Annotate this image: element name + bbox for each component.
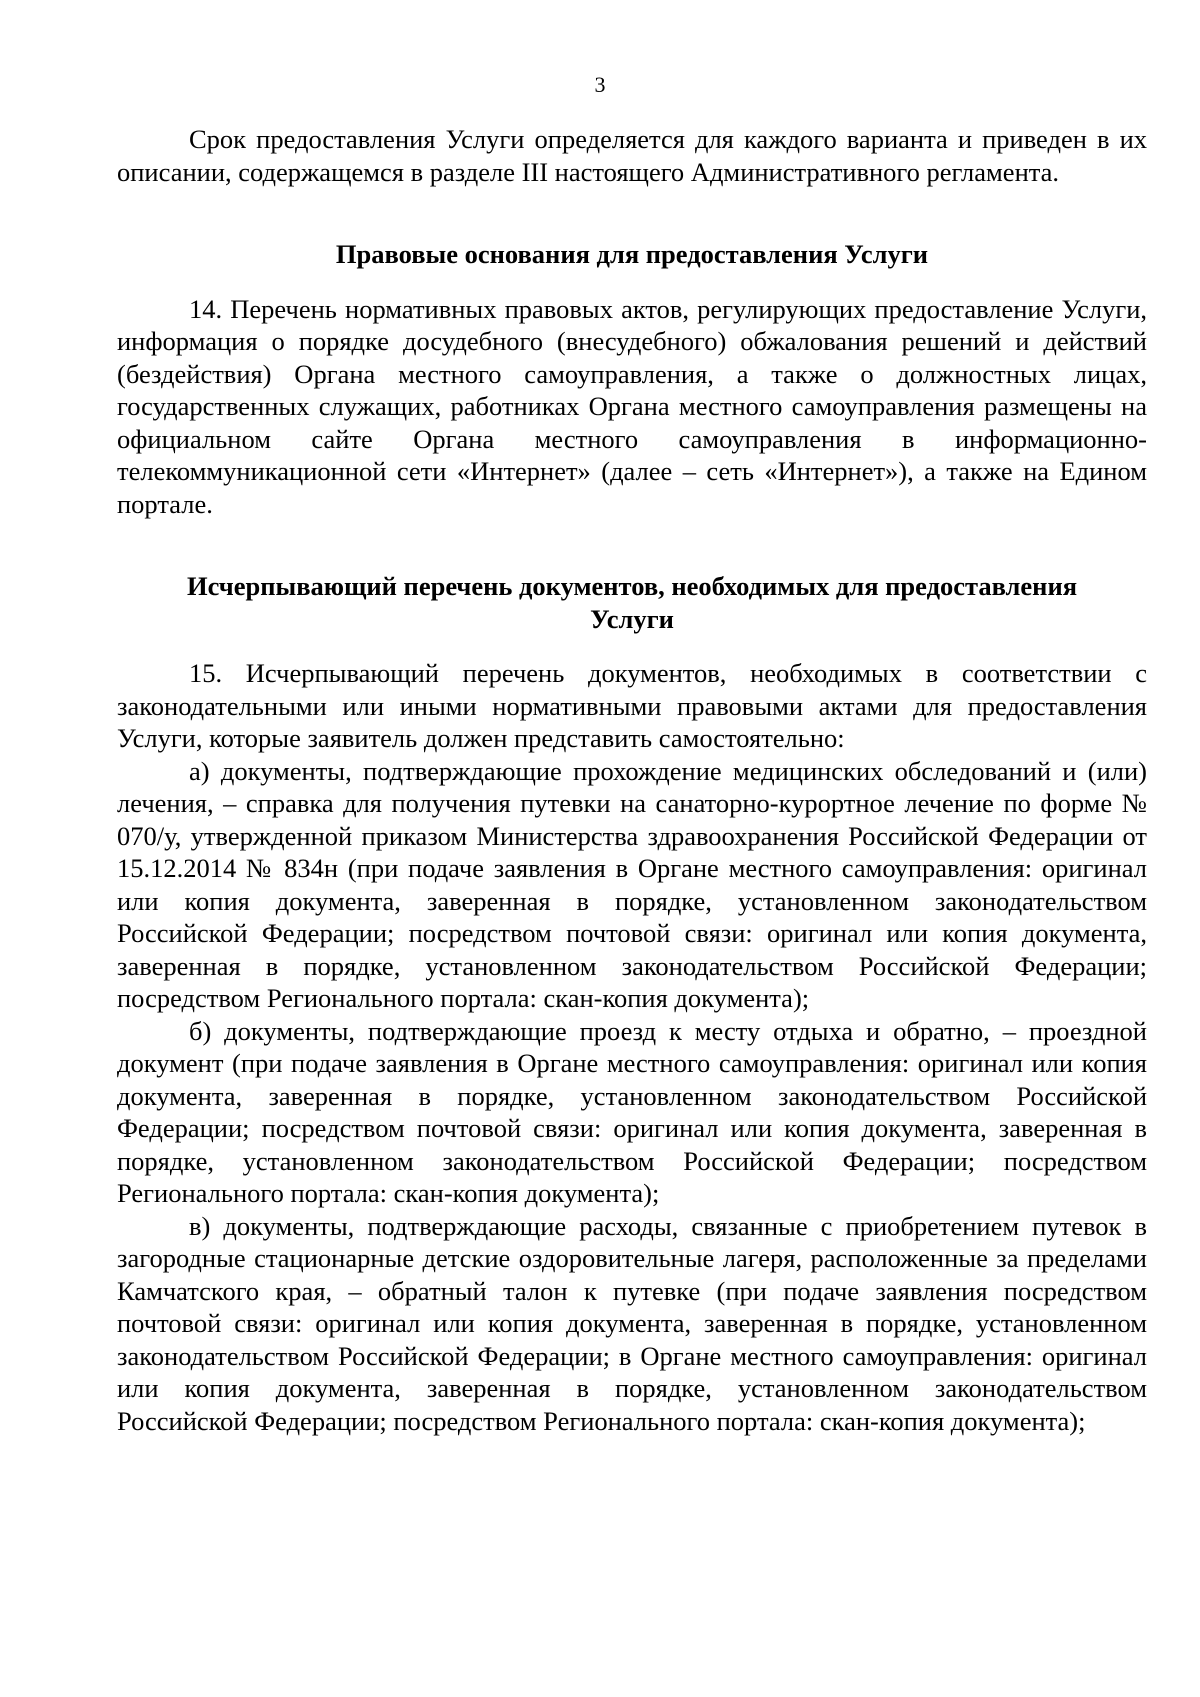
section-heading-documents-line2: Услуги <box>590 603 674 634</box>
paragraph-14: 14. Перечень нормативных правовых актов, регулирующих предоставление Услуги, информация о порядке досудебного (внесудебного) обжалования решений и действий (бездействия) Органа местного самоуправления, а также о должностных лицах, государственных служащих, работниках Органа местного самоуправления размещены на официальном сайте Органа местного самоуправления в информационно-телекоммуникационной сети «Интернет» (далее – сеть «Интернет»), а также на Едином портале. <box>117 293 1147 519</box>
list-item-a: а) документы, подтверждающие прохождение медицинских обследований и (или) лечения, – справка для получения путевки на санаторно-курортное лечение по форме № 070/у, утвержденной приказом Министерства здравоохранения Российской Федерации от 15.12.2014 № 834н (при подаче заявления в Органе местного самоуправления: оригинал или копия документа, заверенная в порядке, установленном законодательством Российской Федерации; посредством почтовой связи: оригинал или копия документа, заверенная в порядке, установленном законодательством Российской Федерации; посредством Регионального портала: скан-копия документа); <box>117 755 1147 1013</box>
list-item-v: в) документы, подтверждающие расходы, связанные с приобретением путевок в загородные стационарные детские оздоровительные лагеря, расположенные за пределами Камчатского края, – обратный талон к путевке (при подаче заявления посредством почтовой связи: оригинал или копия документа, заверенная в порядке, установленном законодательством Российской Федерации; в Органе местного самоуправления: оригинал или копия документа, заверенная в порядке, установленном законодательством Российской Федерации; посредством Регионального портала: скан-копия документа); <box>117 1210 1147 1436</box>
paragraph-15: 15. Исчерпывающий перечень документов, необходимых в соответствии с законодательными или иными нормативными правовыми актами для предоставления Услуги, которые заявитель должен представить самостоятельно: <box>117 658 1147 753</box>
section-heading-documents-line1: Исчерпывающий перечень документов, необходимых для предоставления <box>186 571 1078 601</box>
document-body <box>117 123 1147 1437</box>
section-heading-legal: Правовые основания для предоставления Услуги <box>335 239 929 269</box>
intro-paragraph: Срок предоставления Услуги определяется для каждого варианта и приведен в их описании, содержащемся в разделе III настоящего Административного регламента. <box>117 124 1147 187</box>
list-item-b: б) документы, подтверждающие проезд к месту отдыха и обратно, – проездной документ (при подаче заявления в Органе местного самоуправления: оригинал или копия документа, заверенная в порядке, установленном законодательством Российской Федерации; посредством почтовой связи: оригинал или копия документа, заверенная в порядке, установленном законодательством Российской Федерации; посредством Регионального портала: скан-копия документа); <box>117 1015 1147 1208</box>
section-heading-documents <box>117 570 1147 635</box>
page-number: 3 <box>594 72 606 97</box>
